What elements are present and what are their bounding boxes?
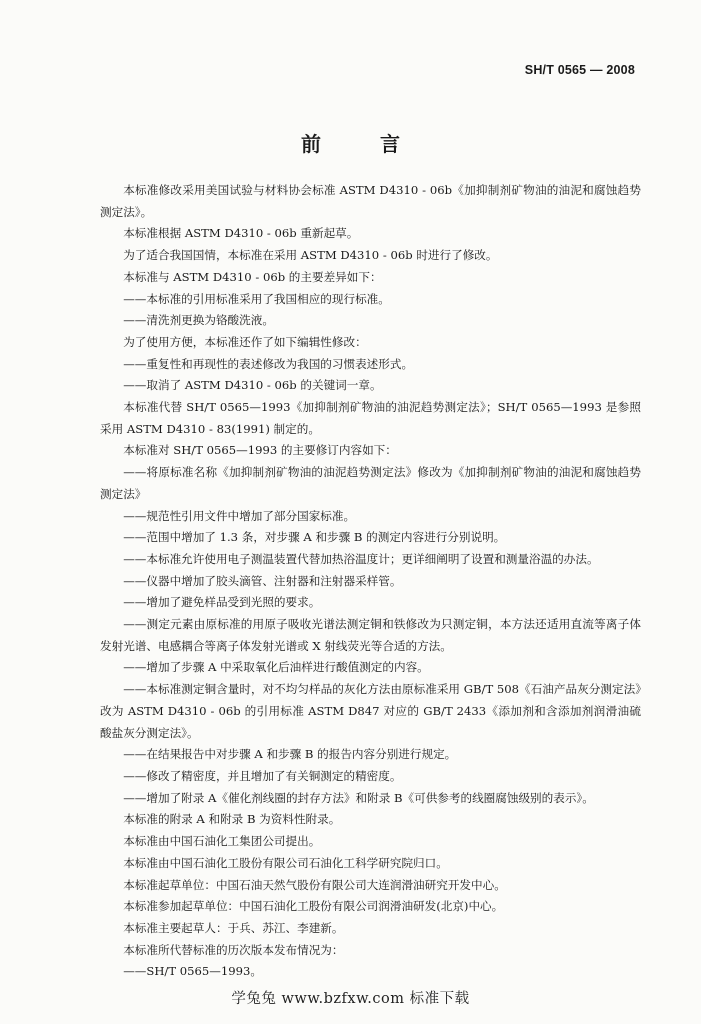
paragraph: 为了适合我国国情，本标准在采用 ASTM D4310 - 06b 时进行了修改。 — [123, 248, 498, 263]
paragraph: 本标准的附录 A 和附录 B 为资料性附录。 — [123, 812, 341, 827]
list-item: ——仪器中增加了胶头滴管、注射器和注射器采样管。 — [123, 573, 402, 588]
list-item: ——在结果报告中对步骤 A 和步骤 B 的报告内容分别进行规定。 — [123, 747, 457, 762]
list-item: ——将原标准名称《加抑制剂矿物油的油泥趋势测定法》修改为《加抑制剂矿物油的油泥和腐蚀趋势测定法》 — [100, 465, 641, 501]
list-item: ——清洗剂更换为铬酸洗液。 — [123, 313, 274, 328]
list-item: ——SH/T 0565—1993。 — [123, 964, 262, 979]
paragraph: 本标准所代替标准的历次版本发布情况为： — [123, 942, 344, 957]
paragraph: 本标准与 ASTM D4310 - 06b 的主要差异如下： — [123, 269, 382, 284]
list-item: ——范围中增加了 1.3 条，对步骤 A 和步骤 B 的测定内容进行分别说明。 — [123, 530, 506, 545]
list-item: ——增加了附录 A《催化剂线圈的封存方法》和附录 B《可供参考的线圈腐蚀级别的表示》。 — [123, 790, 594, 805]
list-item: ——本标准测定铜含量时，对不均匀样品的灰化方法由原标准采用 GB/T 508《石油产品灰分测定法》改为 ASTM D4310 - 06b 的引用标准 ASTM D847 对应的 GB/T 2433《添加剂和含添加剂润滑油硫酸盐灰分测定法》。 — [100, 682, 641, 740]
list-item: ——本标准允许使用电子测温装置代替加热浴温度计；更详细阐明了设置和测量浴温的办法。 — [123, 551, 599, 566]
list-item: ——规范性引用文件中增加了部分国家标准。 — [123, 508, 356, 523]
paragraph: 本标准主要起草人：于兵、苏江、李建新。 — [123, 920, 344, 935]
list-item: ——增加了步骤 A 中采取氧化后油样进行酸值测定的内容。 — [123, 660, 429, 675]
foreword-body — [100, 180, 641, 983]
list-item: ——修改了精密度，并且增加了有关铜测定的精密度。 — [123, 768, 402, 783]
standard-code: SH/T 0565 — 2008 — [524, 63, 635, 77]
list-item: ——取消了 ASTM D4310 - 06b 的关键词一章。 — [123, 378, 382, 393]
paragraph: 本标准根据 ASTM D4310 - 06b 重新起草。 — [123, 226, 359, 241]
page-title: 前 言 — [301, 132, 426, 156]
list-item: ——重复性和再现性的表述修改为我国的习惯表述形式。 — [123, 356, 414, 371]
paragraph: 为了使用方便，本标准还作了如下编辑性修改： — [123, 334, 367, 349]
paragraph: 本标准由中国石油化工股份有限公司石油化工科学研究院归口。 — [123, 855, 448, 870]
paragraph: 本标准对 SH/T 0565—1993 的主要修订内容如下： — [123, 443, 397, 458]
list-item: ——测定元素由原标准的用原子吸收光谱法测定铜和铁修改为只测定铜，本方法还适用直流等离子体发射光谱、电感耦合等离子体发射光谱或 X 射线荧光等合适的方法。 — [100, 617, 641, 653]
paragraph: 本标准参加起草单位：中国石油化工股份有限公司润滑油研发(北京)中心。 — [123, 899, 504, 914]
list-item: ——本标准的引用标准采用了我国相应的现行标准。 — [123, 291, 390, 306]
paragraph: 本标准代替 SH/T 0565—1993《加抑制剂矿物油的油泥趋势测定法》；SH/T 0565—1993 是参照采用 ASTM D4310 - 83(1991) 制定的。 — [100, 400, 641, 436]
paragraph: 本标准起草单位：中国石油天然气股份有限公司大连润滑油研究开发中心。 — [123, 877, 506, 892]
paragraph: 本标准由中国石油化工集团公司提出。 — [123, 834, 321, 849]
footer-watermark: 学兔兔 www.bzfxw.com 标准下载 — [231, 991, 470, 1007]
list-item: ——增加了避免样品受到光照的要求。 — [123, 595, 321, 610]
paragraph: 本标准修改采用美国试验与材料协会标准 ASTM D4310 - 06b《加抑制剂矿物油的油泥和腐蚀趋势测定法》。 — [100, 183, 641, 219]
